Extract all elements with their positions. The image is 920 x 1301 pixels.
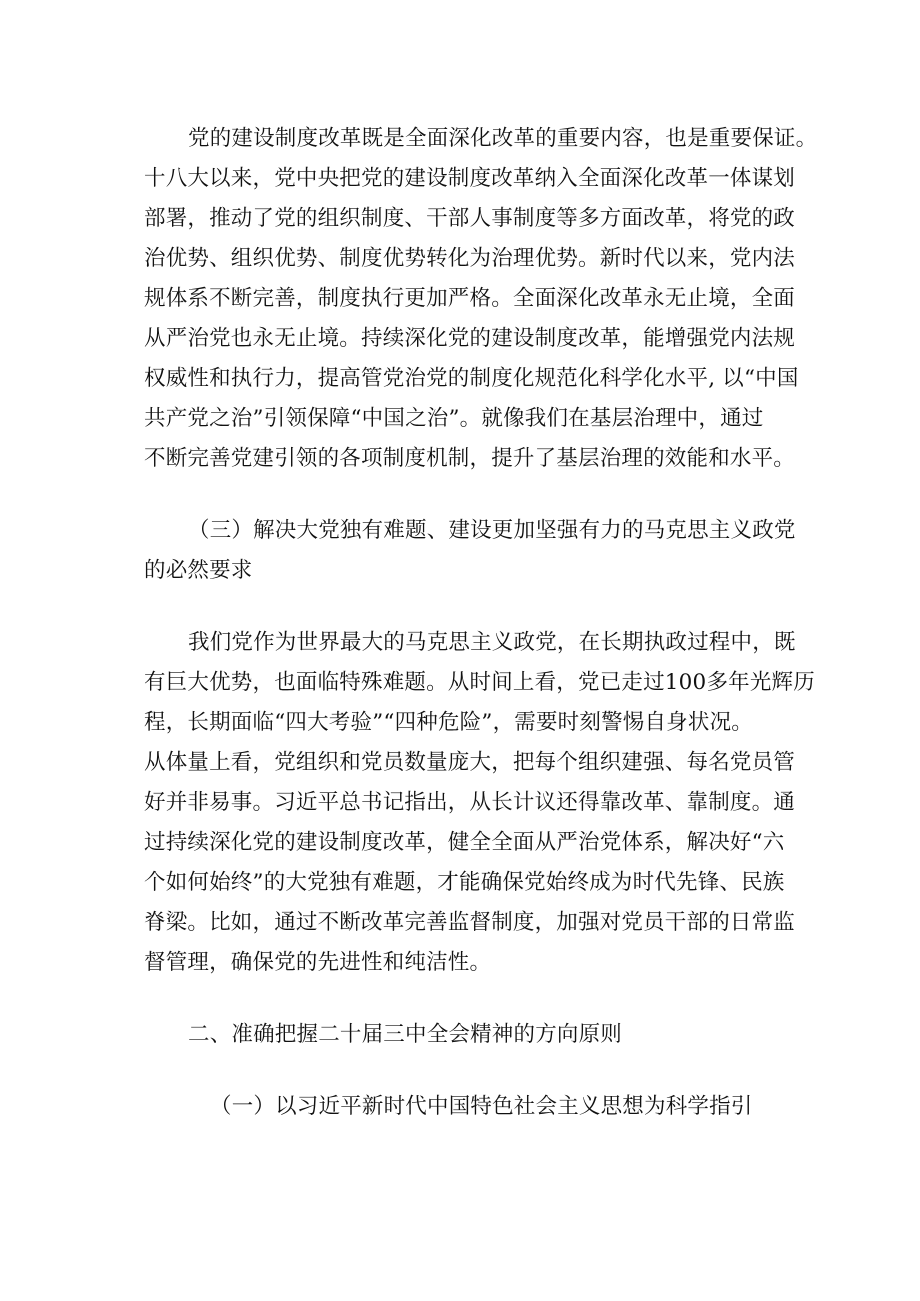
text-line: 权威性和执行力，提高管党治党的制度化规范化科学化水平, 以“中国 <box>144 366 799 391</box>
text-line: 部署，推动了党的组织制度、干部人事制度等多方面改革，将党的政 <box>144 206 796 231</box>
text-line: 我们党作为世界最大的马克思主义政党，在长期执政过程中，既 <box>188 630 796 655</box>
text-line: 督管理，确保党的先进性和纯洁性。 <box>144 950 492 975</box>
text-line: 脊梁。比如，通过不断改革完善监督制度，加强对党员干部的日常监 <box>144 910 796 935</box>
text-line: 好并非易事。习近平总书记指出，从长计议还得靠改革、靠制度。通 <box>144 790 796 815</box>
text-line: 个如何始终”的大党独有难题，才能确保党始终成为时代先锋、民族 <box>144 870 785 895</box>
text-line: 从严治党也永无止境。持续深化党的建设制度改革，能增强党内法规 <box>144 326 796 351</box>
text-line: 程，长期面临“四大考验”“四种危险”，需要时刻警惕自身状况。 <box>144 710 753 735</box>
text-line: 从体量上看，党组织和党员数量庞大，把每个组织建强、每名党员管 <box>144 750 796 775</box>
subsection-1-title: （一）以习近平新时代中国特色社会主义思想为科学指引 <box>210 1094 753 1119</box>
text-line: 十八大以来，党中央把党的建设制度改革纳入全面深化改革一体谋划 <box>144 166 796 191</box>
text-line: 党的建设制度改革既是全面深化改革的重要内容，也是重要保证。 <box>188 126 818 151</box>
text-line: 规体系不断完善，制度执行更加严格。全面深化改革永无止境，全面 <box>144 286 796 311</box>
section-2-title: 二、准确把握二十届三中全会精神的方向原则 <box>188 1022 623 1047</box>
text-line: 不断完善党建引领的各项制度机制，提升了基层治理的效能和水平。 <box>144 446 796 471</box>
text-line: 共产党之治”引领保障“中国之治”。就像我们在基层治理中，通过 <box>144 406 764 431</box>
text-line: 治优势、组织优势、制度优势转化为治理优势。新时代以来，党内法 <box>144 246 796 271</box>
heading-line: 的必然要求 <box>144 558 253 583</box>
text-line: 过持续深化党的建设制度改革，健全全面从严治党体系，解决好“六 <box>144 830 785 855</box>
heading-line: （三）解决大党独有难题、建设更加坚强有力的马克思主义政党 <box>188 518 796 543</box>
text-line: 有巨大优势，也面临特殊难题。从时间上看，党已走过100多年光辉历 <box>144 670 815 695</box>
